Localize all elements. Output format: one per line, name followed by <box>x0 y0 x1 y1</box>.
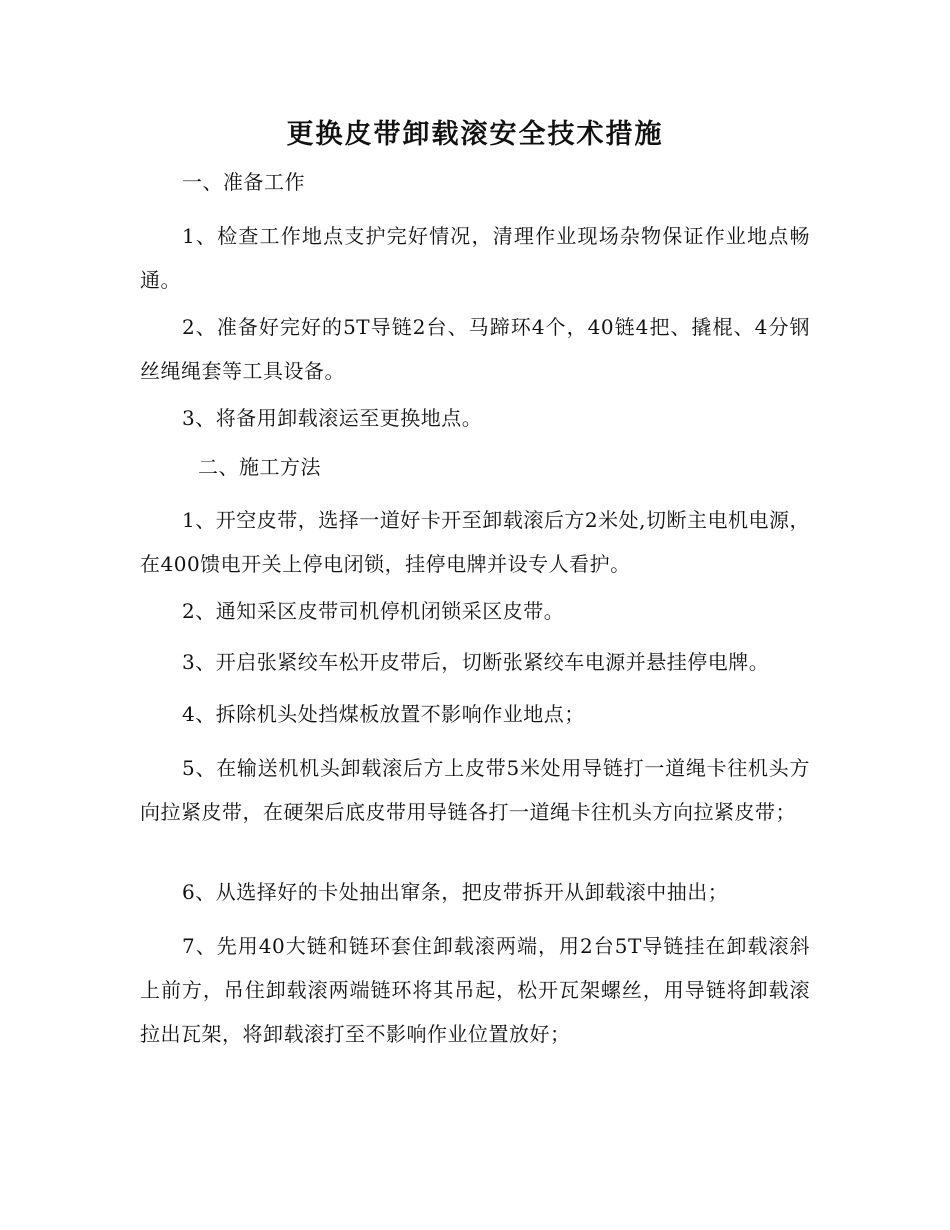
prep-item-3: 3、将备用卸载滚运至更换地点。 <box>182 406 483 430</box>
method-item-6: 6、从选择好的卡处抽出窜条，把皮带拆开从卸载滚中抽出； <box>182 880 729 904</box>
section-heading-method: 二、施工方法 <box>198 455 321 479</box>
document-title: 更换皮带卸载滚安全技术措施 <box>286 119 664 150</box>
section-heading-preparation: 一、准备工作 <box>182 170 305 194</box>
method-item-1: 1、开空皮带，选择一道好卡开至卸载滚后方2米处,切断主电机电源，在400馈电开关上停电闭锁，挂停电牌并设专人看护。 <box>140 508 810 576</box>
prep-item-1: 1、检查工作地点支护完好情况，清理作业现场杂物保证作业地点畅通。 <box>140 224 810 292</box>
method-item-5: 5、在输送机机头卸载滚后方上皮带5米处用导链打一道绳卡往机头方向拉紧皮带，在硬架后底皮带用导链各打一道绳卡往机头方向拉紧皮带； <box>140 756 810 824</box>
method-item-2: 2、通知采区皮带司机停机闭锁采区皮带。 <box>182 599 565 623</box>
method-item-7: 7、先用40大链和链环套住卸载滚两端，用2台5T导链挂在卸载滚斜上前方，吊住卸载滚两端链环将其吊起，松开瓦架螺丝，用导链将卸载滚拉出瓦架，将卸载滚打至不影响作业位置放好； <box>140 934 810 1046</box>
method-item-4: 4、拆除机头处挡煤板放置不影响作业地点； <box>182 702 585 726</box>
method-item-3: 3、开启张紧绞车松开皮带后，切断张紧绞车电源并悬挂停电牌。 <box>182 650 770 674</box>
prep-item-2: 2、准备好完好的5T导链2台、马蹄环4个，40链4把、撬棍、4分钢丝绳绳套等工具设备。 <box>140 315 810 383</box>
